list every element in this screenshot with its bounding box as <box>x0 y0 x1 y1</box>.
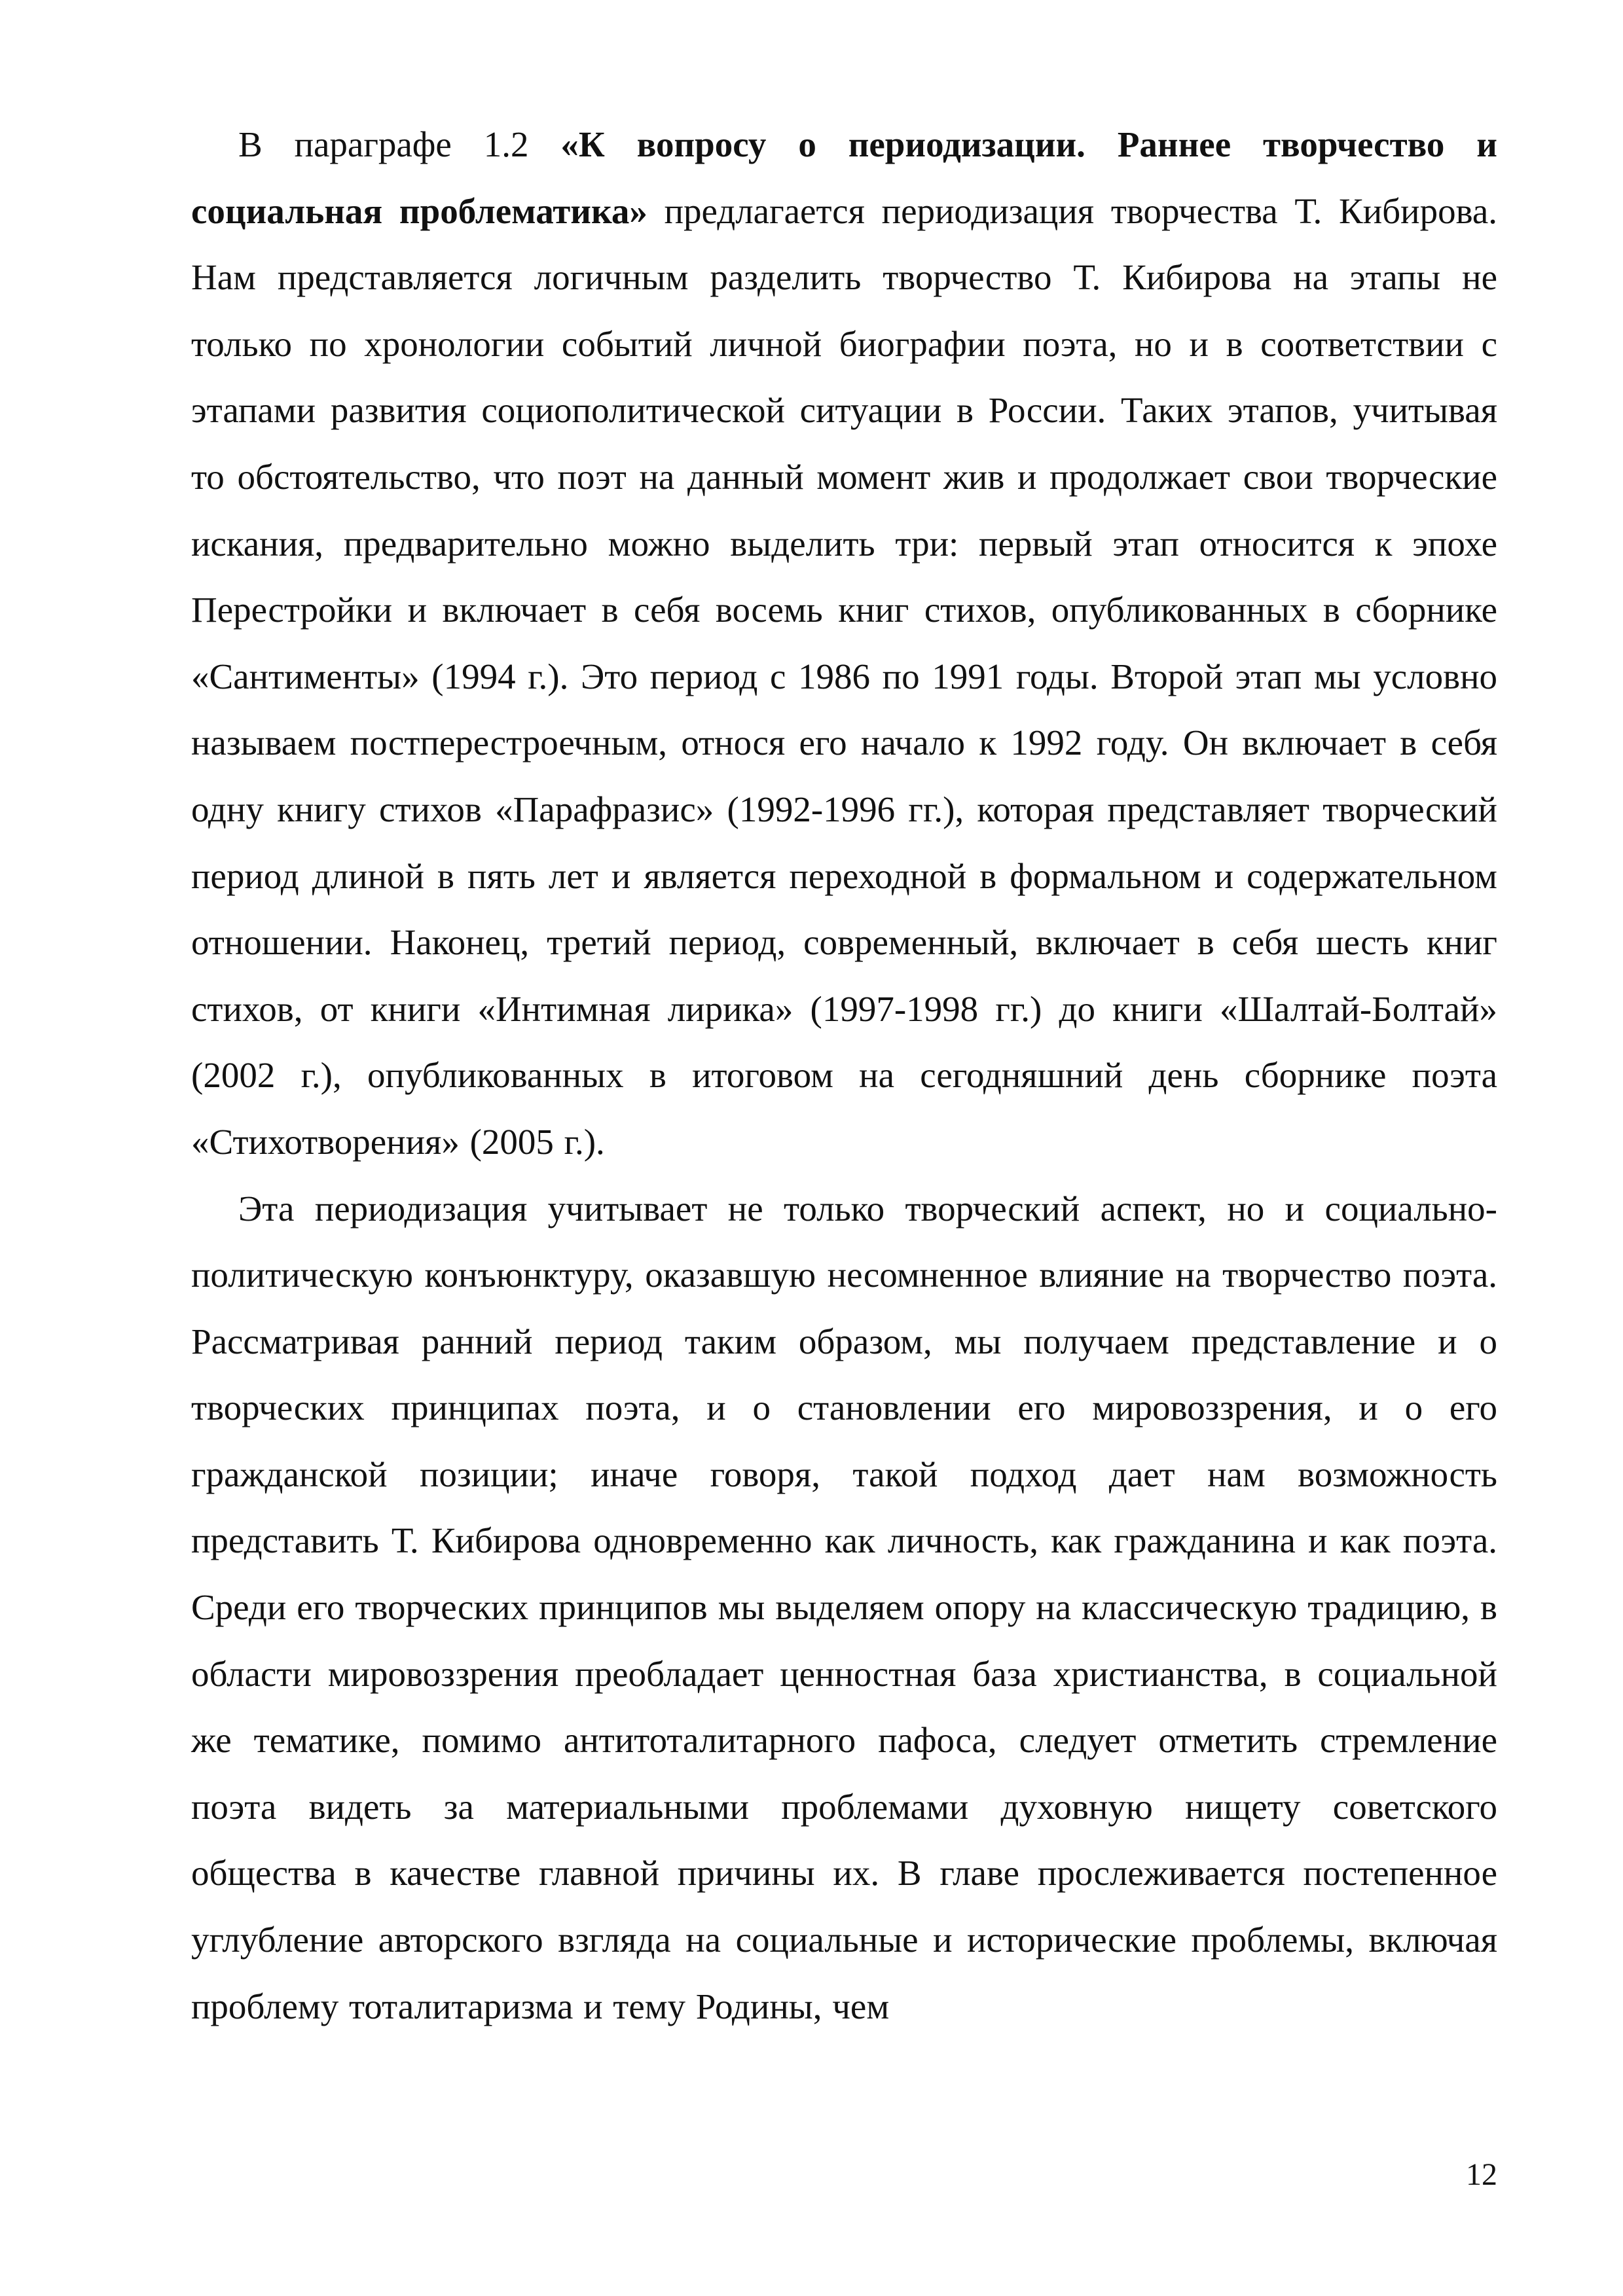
paragraph-1-rest: предлагается периодизация творчества Т. Кибирова. Нам представляется логичным разделить творчество Т. Кибирова на этапы не только по хронологии событий личной биографии поэта, но и в соответствии с этапами развития социополитической ситуации в России. Таких этапов, учитывая то обстоятельство, что поэт на данный момент жив и продолжает свои творческие искания, предварительно можно выделить три: первый этап относится к эпохе Перестройки и включает в себя восемь книг стихов, опубликованных в сборнике «Сантименты» (1994 г.). Это период с 1986 по 1991 годы. Второй этап мы условно называем постперестроечным, относя его начало к 1992 году. Он включает в себя одну книгу стихов «Парафразис» (1992-1996 гг.), которая представляет творческий период длиной в пять лет и является переходной в формальном и содержательном отношении. Наконец, третий период, современный, включает в себя шесть книг стихов, от книги «Интимная лирика» (1997-1998 гг.) до книги «Шалтай-Болтай» (2002 г.), опубликованных в итоговом на сегодняшний день сборнике поэта «Стихотворения» (2005 г.). <box>191 190 1497 1162</box>
page-body <box>191 111 1497 2039</box>
page-number: 12 <box>1466 2157 1497 2192</box>
paragraph-1-lead: В параграфе 1.2 <box>238 124 561 164</box>
paragraph-2: Эта периодизация учитывает не только творческий аспект, но и социально-политическую конъюнктуру, оказавшую несомненное влияние на творчество поэта. Рассматривая ранний период таким образом, мы получаем представление и о творческих принципах поэта, и о становлении его мировоззрения, и о его гражданской позиции; иначе говоря, такой подход дает нам возможность представить Т. Кибирова одновременно как личность, как гражданина и как поэта. Среди его творческих принципов мы выделяем опору на классическую традицию, в области мировоззрения преобладает ценностная база христианства, в социальной же тематике, помимо антитоталитарного пафоса, следует отметить стремление поэта видеть за материальными проблемами духовную нищету советского общества в качестве главной причины их. В главе прослеживается постепенное углубление авторского взгляда на социальные и исторические проблемы, включая проблему тоталитаризма и тему Родины, чем <box>191 1188 1497 2026</box>
section-title-bold: «К вопросу о периодизации. Раннее творчество и социальная проблематика» <box>191 124 1497 231</box>
paragraph-1 <box>191 111 1497 1175</box>
